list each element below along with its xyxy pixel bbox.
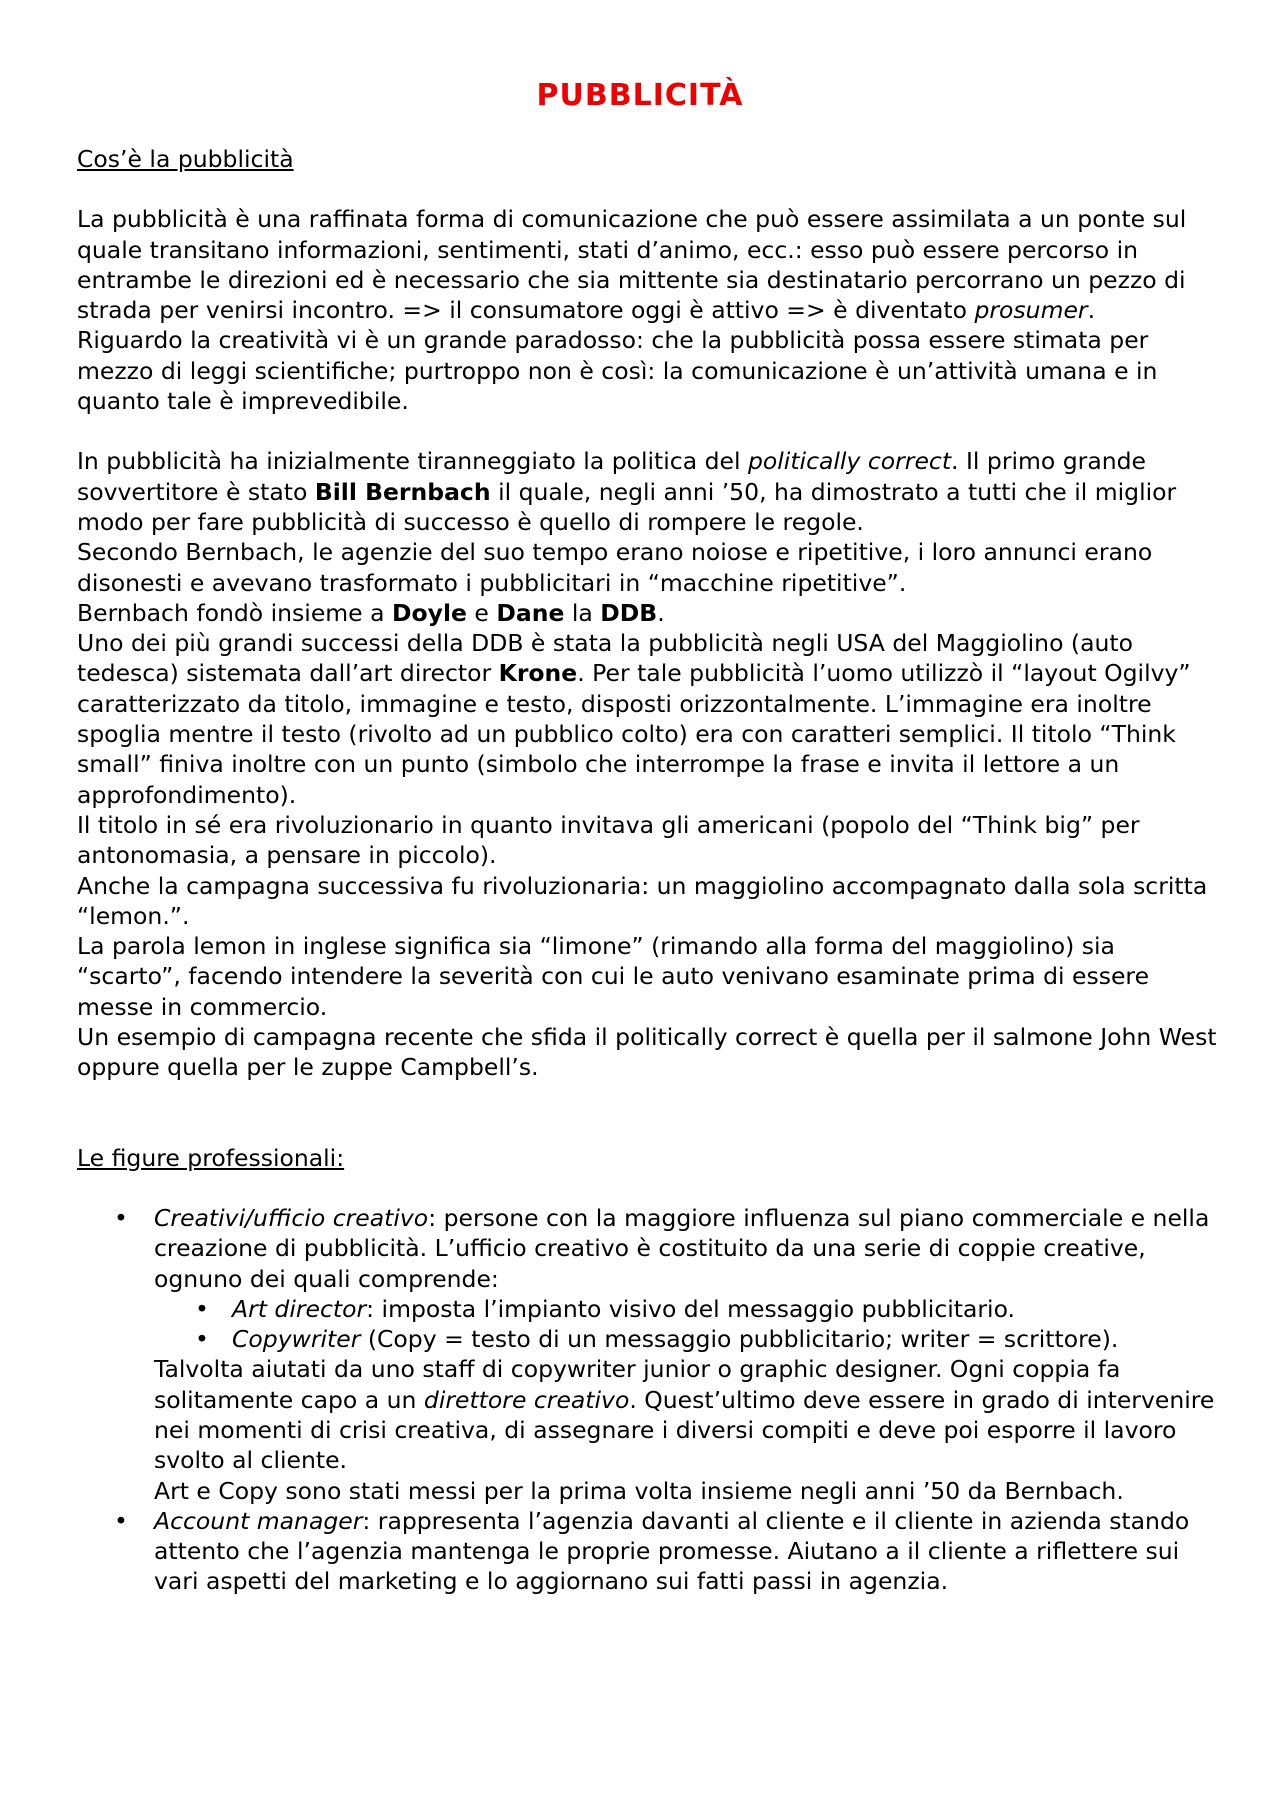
paragraph-bernbach-agencies: Secondo Bernbach, le agenzie del suo tempo erano noiose e ripetitive, i loro annunci erano disonesti e avevano trasformato i pubblicitari in “macchine ripetitive”. [77,538,1153,597]
document-body [77,144,1217,1597]
list-item-copywriter: • Copywriter (Copy = testo di un messaggio pubblicitario; writer = scrittore). [232,1324,1217,1354]
paragraph-definition: La pubblicità è una raffinata forma di comunicazione che può essere assimilata a un ponte sul quale transitano informazioni, sentimenti, stati d’animo, ecc.: esso può essere percorso in entrambe le direzioni ed è necessario che sia mittente sia destinatario percorrano un pezzo di strada per venirsi incontro. => il consumatore oggi è attivo => è diventato prosumer. [77,205,1187,325]
list-item-art-director: • Art director: imposta l’impianto visivo del messaggio pubblicitario. [232,1294,1217,1324]
paragraph-ddb-founding: Bernbach fondò insieme a Doyle e Dane la DDB. [77,598,665,627]
paragraph-direttore-creativo: Talvolta aiutati da uno staff di copywriter junior o graphic designer. Ogni coppia fa solitamente capo a un direttore creativo. Quest’ultimo deve essere in grado di intervenire nei momenti di crisi creativa, di assegnare i diversi compiti e deve poi esporre il lavoro svolto al cliente. [154,1355,1215,1475]
section-heading-figure-professionali: Le figure professionali: [77,1143,345,1172]
paragraph-think-small: Il titolo in sé era rivoluzionario in quanto invitava gli americani (popolo del “Think big” per antonomasia, a pensare in piccolo). [77,810,1140,870]
creative-couple-list [154,1294,1217,1355]
paragraph-maggiolino: Uno dei più grandi successi della DDB è stata la pubblicità negli USA del Maggiolino (auto tedesca) sistemata dall’art director Krone. Per tale pubblicità l’uomo utilizzò il “layout Ogilvy” caratterizzato da titolo, immagine e testo, disposti orizzontalmente. L’immagine era inoltre spoglia mentre il testo (rivolto ad un pubblico colto) era con caratteri semplici. Il titolo “Think small” finiva inoltre con un punto (simbolo che interrompe la frase e invita il lettore a un approfondimento). [77,629,1191,809]
paragraph-creativity-paradox: Riguardo la creatività vi è un grande paradosso: che la pubblicità possa essere stimata per mezzo di leggi scientifiche; purtroppo non è così: la comunicazione è un’attività umana e in quanto tale è imprevedibile. [77,326,1158,416]
page-title: PUBBLICITÀ [536,78,744,113]
paragraph-lemon-meaning: La parola lemon in inglese significa sia “limone” (rimando alla forma del maggiolino) sia “scarto”, facendo intendere la severità con cui le auto venivano esaminate prima di essere messe in commercio. [77,932,1150,1021]
paragraph-politically-correct: In pubblicità ha inizialmente tiranneggiato la politica del politically correct. Il primo grande sovvertitore è stato Bill Bernbach il quale, negli anni ’50, ha dimostrato a tutti che il miglior modo per fare pubblicità di successo è quello di rompere le regole. [77,447,1177,536]
paragraph-art-copy-history: Art e Copy sono stati messi per la prima volta insieme negli anni ’50 da Bernbach. [154,1476,1124,1505]
bullet-text: Creativi/ufficio creativo: persone con la maggiore influenza sul piano commerciale e nella creazione di pubblicità. L’ufficio creativo è costituito da una serie di coppie creative, ognuno dei quali comprende: [154,1203,1210,1293]
paragraph-recent-example: Un esempio di campagna recente che sfida il politically correct è quella per il salmone John West oppure quella per le zuppe Campbell’s. [77,1023,1217,1082]
list-item-account-manager: • Account manager: rappresenta l’agenzia davanti al cliente e il cliente in azienda stando attento che l’agenzia mantenga le proprie promesse. Aiutano a il cliente a riflettere sui vari aspetti del marketing e lo aggiornano sui fatti passi in agenzia. [154,1506,1217,1597]
section-heading-cose-la-pubblicita: Cos’è la pubblicità [77,145,294,173]
professional-figures-list [77,1203,1217,1597]
list-item-creativi [154,1203,1217,1506]
paragraph-lemon-campaign: Anche la campagna successiva fu rivoluzionaria: un maggiolino accompagnato dalla sola scritta “lemon.”. [77,871,1208,930]
